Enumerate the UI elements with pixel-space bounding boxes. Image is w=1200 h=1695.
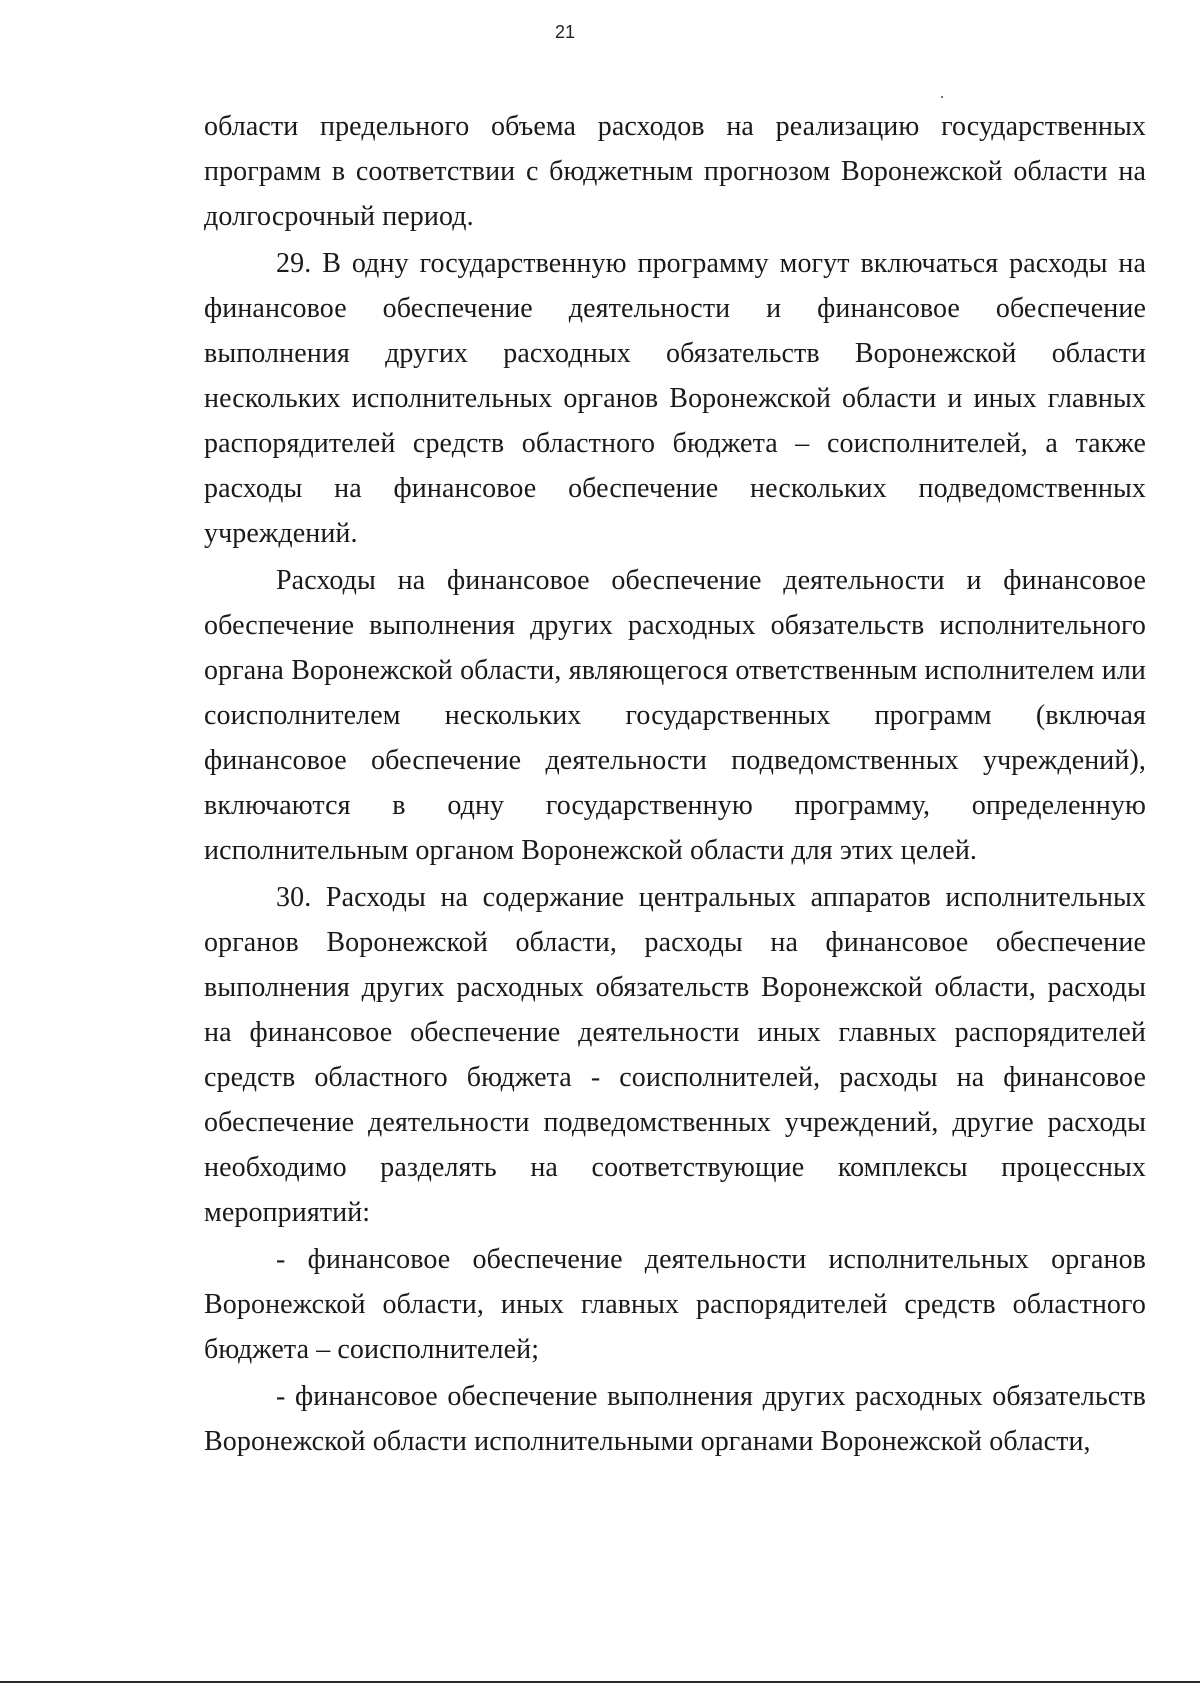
paragraph-item-29: 29. В одну государственную программу могут включаться расходы на финансовое обеспечение деятельности и финансовое обеспечение выполнения других расходных обязательств Воронежской области нескольких исполнительных органов Воронежской области и иных главных распорядителей средств областного бюджета – соисполнителей, а также расходы на финансовое обеспечение нескольких подведомственных учреждений. bbox=[204, 248, 1146, 549]
paragraph-item-30: 30. Расходы на содержание центральных аппаратов исполнительных органов Воронежской области, расходы на финансовое обеспечение выполнения других расходных обязательств Воронежской области, расходы на финансовое обеспечение деятельности иных главных распорядителей средств областного бюджета - соисполнителей, расходы на финансовое обеспечение деятельности подведомственных учреждений, другие расходы необходимо разделять на соответствующие комплексы процессных мероприятий: bbox=[204, 882, 1146, 1228]
document-body bbox=[204, 104, 1146, 1464]
list-item-dash-2: - финансовое обеспечение выполнения других расходных обязательств Воронежской области исполнительными органами Воронежской области, bbox=[204, 1381, 1146, 1457]
bottom-edge-line bbox=[0, 1681, 1200, 1683]
list-item-dash-1: - финансовое обеспечение деятельности исполнительных органов Воронежской области, иных главных распорядителей средств областного бюджета – соисполнителей; bbox=[204, 1244, 1146, 1365]
scan-speck bbox=[941, 96, 943, 98]
paragraph-expenses: Расходы на финансовое обеспечение деятельности и финансовое обеспечение выполнения других расходных обязательств исполнительного органа Воронежской области, являющегося ответственным исполнителем или соисполнителем нескольких государственных программ (включая финансовое обеспечение деятельности подведомственных учреждений), включаются в одну государственную программу, определенную исполнительным органом Воронежской области для этих целей. bbox=[204, 565, 1146, 866]
page-number: 21 bbox=[554, 22, 576, 42]
paragraph-continuation: области предельного объема расходов на реализацию государственных программ в соответствии с бюджетным прогнозом Воронежской области на долгосрочный период. bbox=[204, 111, 1146, 232]
